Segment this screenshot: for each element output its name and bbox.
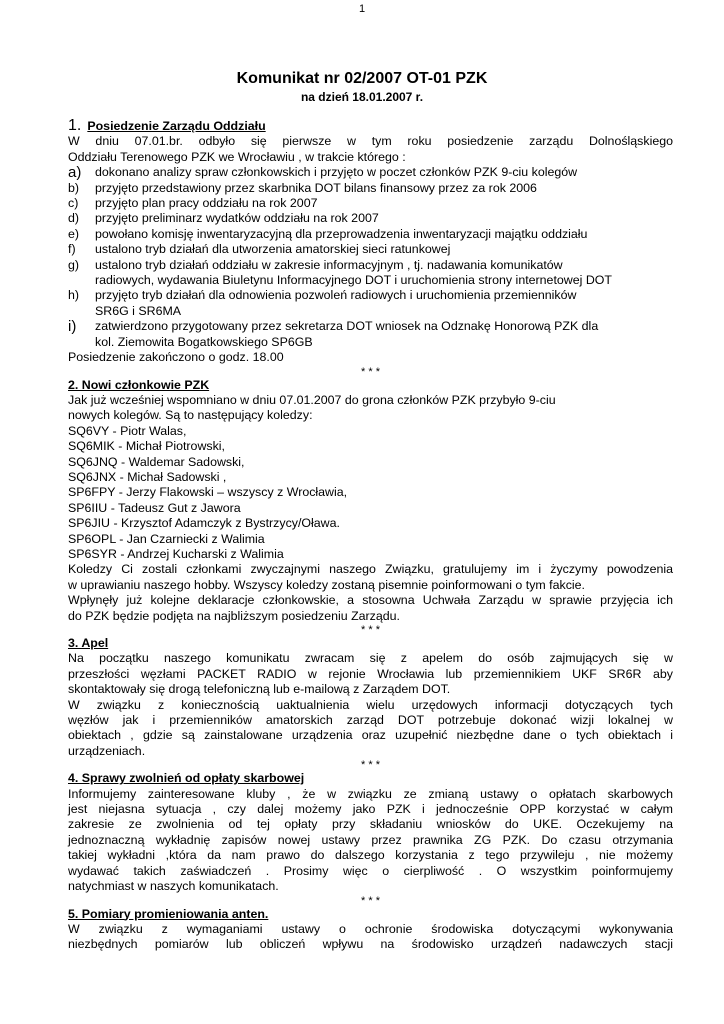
section-1-intro-line: Oddziału Terenowego PZK we Wrocławiu , w trakcie którego : xyxy=(68,149,406,164)
document-header xyxy=(0,70,724,104)
document-date: na dzień 18.01.2007 r. xyxy=(300,90,424,104)
document-body xyxy=(68,118,673,953)
list-item xyxy=(68,211,673,226)
section-4-text-line: natychmiast w naszych komunikatach. xyxy=(68,879,279,894)
section-3-text-line: przeszłości węzłami PACKET RADIO w rejonie Wrocławia lub przemiennikiem UKF SR6R aby xyxy=(68,666,673,681)
section-2-intro-line: nowych kolegów. Są to następujący koledzy: xyxy=(68,408,313,423)
section-2-heading: 2. Nowi członkowie PZK xyxy=(68,377,210,392)
section-1-heading xyxy=(68,118,673,134)
list-text: kol. Ziemowita Bogatkowskiego SP6GB xyxy=(95,334,313,349)
section-5-text-line: niezbędnych pomiarów lub obliczeń wpływu na środowisko urządzeń nadawczych stacji xyxy=(68,937,673,952)
section-separator: * * * xyxy=(361,894,380,907)
list-text: przyjęto preliminarz wydatków oddziału na rok 2007 xyxy=(95,211,379,226)
list-text: powołano komisję inwentaryzacyjną dla przeprowadzenia inwentaryzacji majątku oddziału xyxy=(95,226,588,241)
list-text: przyjęto plan pracy oddziału na rok 2007 xyxy=(95,196,318,211)
section-2-closing-line: do PZK będzie podjęta na najbliższym posiedzeniu Zarządu. xyxy=(68,608,400,623)
section-2-closing-line: Koledzy Ci zostali członkami zwyczajnymi naszego Związku, gratulujemy im i życzymy powodzenia xyxy=(68,562,673,577)
section-1-number: 1. xyxy=(68,117,82,134)
member-line: SQ6MIK - Michał Piotrowski, xyxy=(68,439,225,454)
member-line: SQ6JNX - Michał Sadowski , xyxy=(68,469,227,484)
section-separator: * * * xyxy=(361,365,380,378)
document-title: Komunikat nr 02/2007 OT-01 PZK xyxy=(236,70,488,87)
list-item xyxy=(68,319,673,350)
section-3-text-line: obiektach , gdzie są zainstalowane urządzenia oraz uzupełnić niezbędne dane o tych obiektach i xyxy=(68,728,673,743)
list-text: przyjęto tryb działań dla odnowienia pozwoleń radiowych i uruchomienia przemienników xyxy=(95,288,577,303)
section-3-text-line: urządzeniach. xyxy=(68,743,146,758)
list-letter: d) xyxy=(68,211,80,226)
list-item xyxy=(68,165,673,180)
section-4-text-line: jednoznaczną wykładnię zapisów nowej ustawy przez prawnika ZG PZK. Do czasu otrzymania xyxy=(68,832,673,847)
list-text: ustalono tryb działań oddziału w zakresie informacyjnym , tj. nadawania komunikatów xyxy=(95,257,563,272)
member-line: SP6JIU - Krzysztof Adamczyk z Bystrzycy/Oława. xyxy=(68,516,340,531)
page-number: 1 xyxy=(358,3,366,15)
list-letter: b) xyxy=(68,180,80,195)
section-2-intro-line: Jak już wcześniej wspomniano w dniu 07.01.2007 do grona członków PZK przybyło 9-ciu xyxy=(68,392,556,407)
list-text: radiowych, wydawania Biuletynu Informacyjnego DOT i uruchomienia strony internetowej DOT xyxy=(95,273,612,288)
section-1-intro-line: W dniu 07.01.br. odbyło się pierwsze w tym roku posiedzenie zarządu Dolnośląskiego xyxy=(68,134,673,149)
section-1-title: Posiedzenie Zarządu Oddziału xyxy=(87,119,266,133)
section-2-closing-line: Wpłynęły już kolejne deklaracje członkowskie, a stosowna Uchwała Zarządu w sprawie przyjęcia ich xyxy=(68,593,673,608)
member-line: SP6OPL - Jan Czarniecki z Walimia xyxy=(68,531,265,546)
list-letter: h) xyxy=(68,288,80,303)
list-item xyxy=(68,242,673,257)
member-line: SQ6VY - Piotr Walas, xyxy=(68,423,187,438)
list-text: przyjęto przedstawiony przez skarbnika DOT bilans finansowy przez za rok 2006 xyxy=(95,180,537,195)
section-3-text-line: Na początku naszego komunikatu zwracam się z apelem do osób zajmujących się w xyxy=(68,651,673,666)
list-item xyxy=(68,227,673,242)
section-5-text-line: W związku z wymaganiami ustawy o ochronie środowiska dotyczącymi wykonywania xyxy=(68,921,673,936)
section-4-text-line: takiej wykładni ,która da nam prawo do dalszego korzystania z tego przywileju , nie możemy xyxy=(68,848,673,863)
section-4-heading: 4. Sprawy zwolnień od opłaty skarbowej xyxy=(68,771,305,786)
member-line: SQ6JNQ - Waldemar Sadowski, xyxy=(68,454,245,469)
section-3-text-line: węzłów jak i przemienników amatorskich zarząd DOT potrzebuje dokonać wizji lokalnej w xyxy=(68,713,673,728)
member-line: SP6SYR - Andrzej Kucharski z Walimia xyxy=(68,546,284,561)
section-3-text-line: W związku z koniecznością uaktualnienia wielu urzędowych informacji dotyczących tych xyxy=(68,697,673,712)
list-text: zatwierdzono przygotowany przez sekretarza DOT wniosek na Odznakę Honorową PZK dla xyxy=(95,319,599,334)
list-item xyxy=(68,181,673,196)
section-3-text-line: skontaktowały się drogą telefoniczną lub e-mailową z Zarządem DOT. xyxy=(68,682,451,697)
section-separator: * * * xyxy=(361,759,380,772)
list-text: dokonano analizy spraw członkowskich i przyjęto w poczet członków PZK 9-ciu kolegów xyxy=(95,165,578,180)
list-item xyxy=(68,196,673,211)
list-letter: g) xyxy=(68,257,80,272)
section-4-text-line: wydawać takich zaświadczeń . Prosimy więc o cierpliwość . O wszystkim poinformujemy xyxy=(68,863,673,878)
list-text: SR6G i SR6MA xyxy=(95,303,182,318)
section-separator: * * * xyxy=(361,624,380,636)
section-1-closing: Posiedzenie zakończono o godz. 18.00 xyxy=(68,350,284,365)
list-item xyxy=(68,258,673,289)
list-letter: e) xyxy=(68,226,80,241)
section-4-text-line: zakresie ze zwolnienia od tej opłaty przy składaniu wniosków do UKE. Oczekujemy na xyxy=(68,817,673,832)
section-3-heading: 3. Apel xyxy=(68,636,109,650)
section-4-text-line: jest niejasna sytuacja , czy dalej możemy jako PZK i jednocześnie OPP korzystać w całym xyxy=(68,802,673,817)
section-4-text-line: Informujemy zainteresowane kluby , że w związku ze zmianą ustawy o opłatach skarbowych xyxy=(68,786,673,801)
list-letter: f) xyxy=(68,242,76,257)
section-2-closing-line: w uprawianiu naszego hobby. Wszyscy koledzy zostaną pisemnie poinformowani o tym fakcie. xyxy=(68,577,585,592)
list-letter: i) xyxy=(68,318,77,336)
list-letter: c) xyxy=(68,196,79,211)
list-letter: a) xyxy=(68,164,82,182)
member-line: SP6IIU - Tadeusz Gut z Jawora xyxy=(68,500,241,515)
list-text: ustalono tryb działań dla utworzenia amatorskiej sieci ratunkowej xyxy=(95,242,451,257)
section-5-heading: 5. Pomiary promieniowania anten. xyxy=(68,906,269,921)
member-line: SP6FPY - Jerzy Flakowski – wszyscy z Wrocławia, xyxy=(68,485,348,500)
list-item xyxy=(68,288,673,319)
